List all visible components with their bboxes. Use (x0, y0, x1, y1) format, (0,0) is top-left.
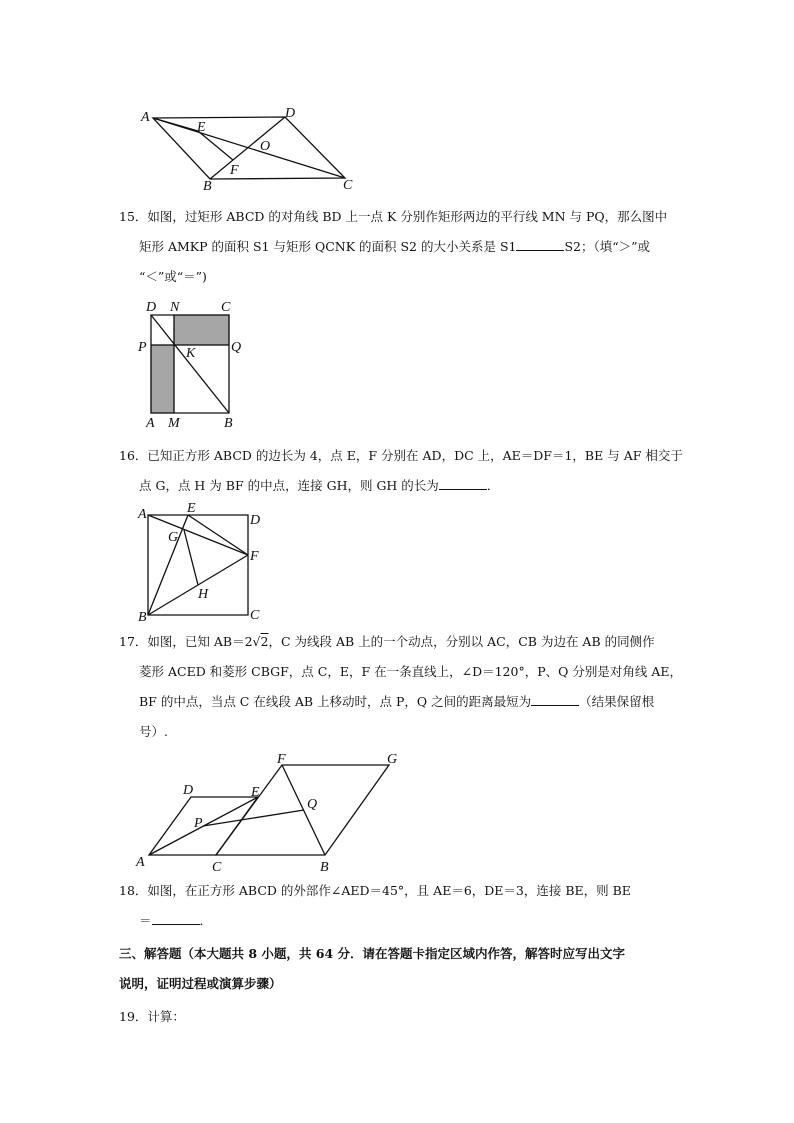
question-17 (119, 627, 682, 747)
label-d: D (250, 513, 261, 528)
label-f: F (250, 549, 259, 564)
figure-parallelogram-abcd (130, 100, 370, 200)
question-18 (119, 876, 675, 936)
label-b: B (320, 860, 329, 875)
q16-answer-blank[interactable] (439, 477, 487, 490)
segment-gh (184, 530, 198, 585)
label-a: A (141, 110, 150, 125)
q17-line-1 (119, 627, 675, 657)
label-o: O (260, 139, 271, 154)
q18-line-2-end: ． (199, 913, 213, 928)
figure-rhombi (135, 748, 405, 876)
figure-rectangle-amkp (135, 296, 255, 432)
q17-line-3-end: （结果保留根 (579, 694, 655, 709)
section-3-line-2: 说明，证明过程或演算步骤） (119, 976, 282, 991)
q18-line-1: 18．如图，在正方形 ABCD 的外部作∠AED＝45°，且 AE＝6，DE＝3，连接 BE，则 BE (119, 883, 631, 898)
label-a: A (138, 507, 147, 522)
label-q: Q (231, 340, 242, 355)
label-b: B (138, 610, 147, 625)
label-c: C (221, 300, 231, 315)
label-m: M (168, 416, 180, 431)
label-h: H (198, 587, 209, 602)
label-a: A (146, 416, 155, 431)
label-q: Q (307, 797, 318, 812)
label-g: G (387, 752, 398, 767)
q15-line-2-end: S2；（填“＞”或 (564, 239, 651, 254)
q17-line-1-start: 17．如图，已知 AB＝2 (119, 634, 253, 649)
section-3-line-1: 三、解答题（本大题共 8 小题，共 64 分．请在答题卡指定区域内作答，解答时应写出文字 (119, 946, 626, 961)
q18-line-2-start: ＝ (139, 913, 152, 928)
q18-line-2 (119, 906, 675, 936)
label-n: N (170, 300, 180, 315)
q18-answer-blank[interactable] (152, 912, 200, 925)
q17-line-1-rest: ，C 为线段 AB 上的一个动点，分别以 AC，CB 为边在 AB 的同侧作 (268, 634, 655, 649)
label-e: E (197, 120, 206, 135)
figure-square-abcd (130, 500, 270, 625)
q19-line-1: 19．计算： (119, 1009, 185, 1024)
q16-line-2 (119, 471, 675, 501)
q15-line-2-text: 矩形 AMKP 的面积 S1 与矩形 QCNK 的面积 S2 的大小关系是 S1 (139, 239, 517, 254)
question-19 (119, 1002, 675, 1032)
q15-line-2 (119, 232, 675, 262)
label-p: P (194, 816, 203, 831)
label-a: A (136, 855, 145, 870)
q17-line-3-text: BF 的中点，当点 C 在线段 AB 上移动时，点 P，Q 之间的距离最短为 (139, 694, 532, 709)
shaded-rect-qcnk (174, 315, 229, 345)
q16-line-1: 16．已知正方形 ABCD 的边长为 4，点 E，F 分别在 AD，DC 上，AE＝DF＝1，BE 与 AF 相交于 (119, 448, 683, 463)
sqrt-icon: √ (252, 634, 261, 649)
label-b: B (224, 416, 233, 431)
sqrt-radicand: 2 (260, 634, 269, 649)
label-c: C (343, 178, 353, 193)
q16-line-2-end: ． (486, 478, 500, 493)
label-c: C (250, 608, 260, 623)
section-3-heading (119, 939, 675, 999)
label-b: B (203, 179, 212, 194)
diagonal-bd (210, 117, 285, 179)
label-f: F (230, 163, 239, 178)
label-e: E (187, 501, 196, 516)
q16-line-2-text: 点 G，点 H 为 BF 的中点，连接 GH，则 GH 的长为 (139, 478, 439, 493)
label-d: D (146, 300, 157, 315)
q15-line-1: 15．如图，过矩形 ABCD 的对角线 BD 上一点 K 分别作矩形两边的平行线 MN 与 PQ，那么图中 (119, 209, 668, 224)
label-c: C (212, 860, 222, 875)
question-15 (119, 202, 675, 292)
q15-line-3: “＜”或“＝”) (139, 269, 207, 284)
q17-line-2: 菱形 ACED 和菱形 CBGF，点 C，E，F 在一条直线上，∠D＝120°，P、Q 分别是对角线 AE， (139, 664, 682, 679)
q17-answer-blank[interactable] (531, 693, 579, 706)
q15-answer-blank[interactable] (516, 238, 564, 251)
shaded-rect-amkp (151, 345, 174, 413)
label-g: G (168, 530, 179, 545)
label-k: K (186, 346, 196, 361)
q17-line-3 (119, 687, 675, 717)
question-16 (119, 441, 683, 501)
label-f: F (277, 752, 286, 767)
q17-line-4: 号）. (139, 724, 168, 739)
segment-ef (198, 131, 233, 160)
label-d: D (183, 783, 194, 798)
label-e: E (251, 785, 260, 800)
label-d: D (285, 106, 296, 121)
label-p: P (138, 340, 147, 355)
